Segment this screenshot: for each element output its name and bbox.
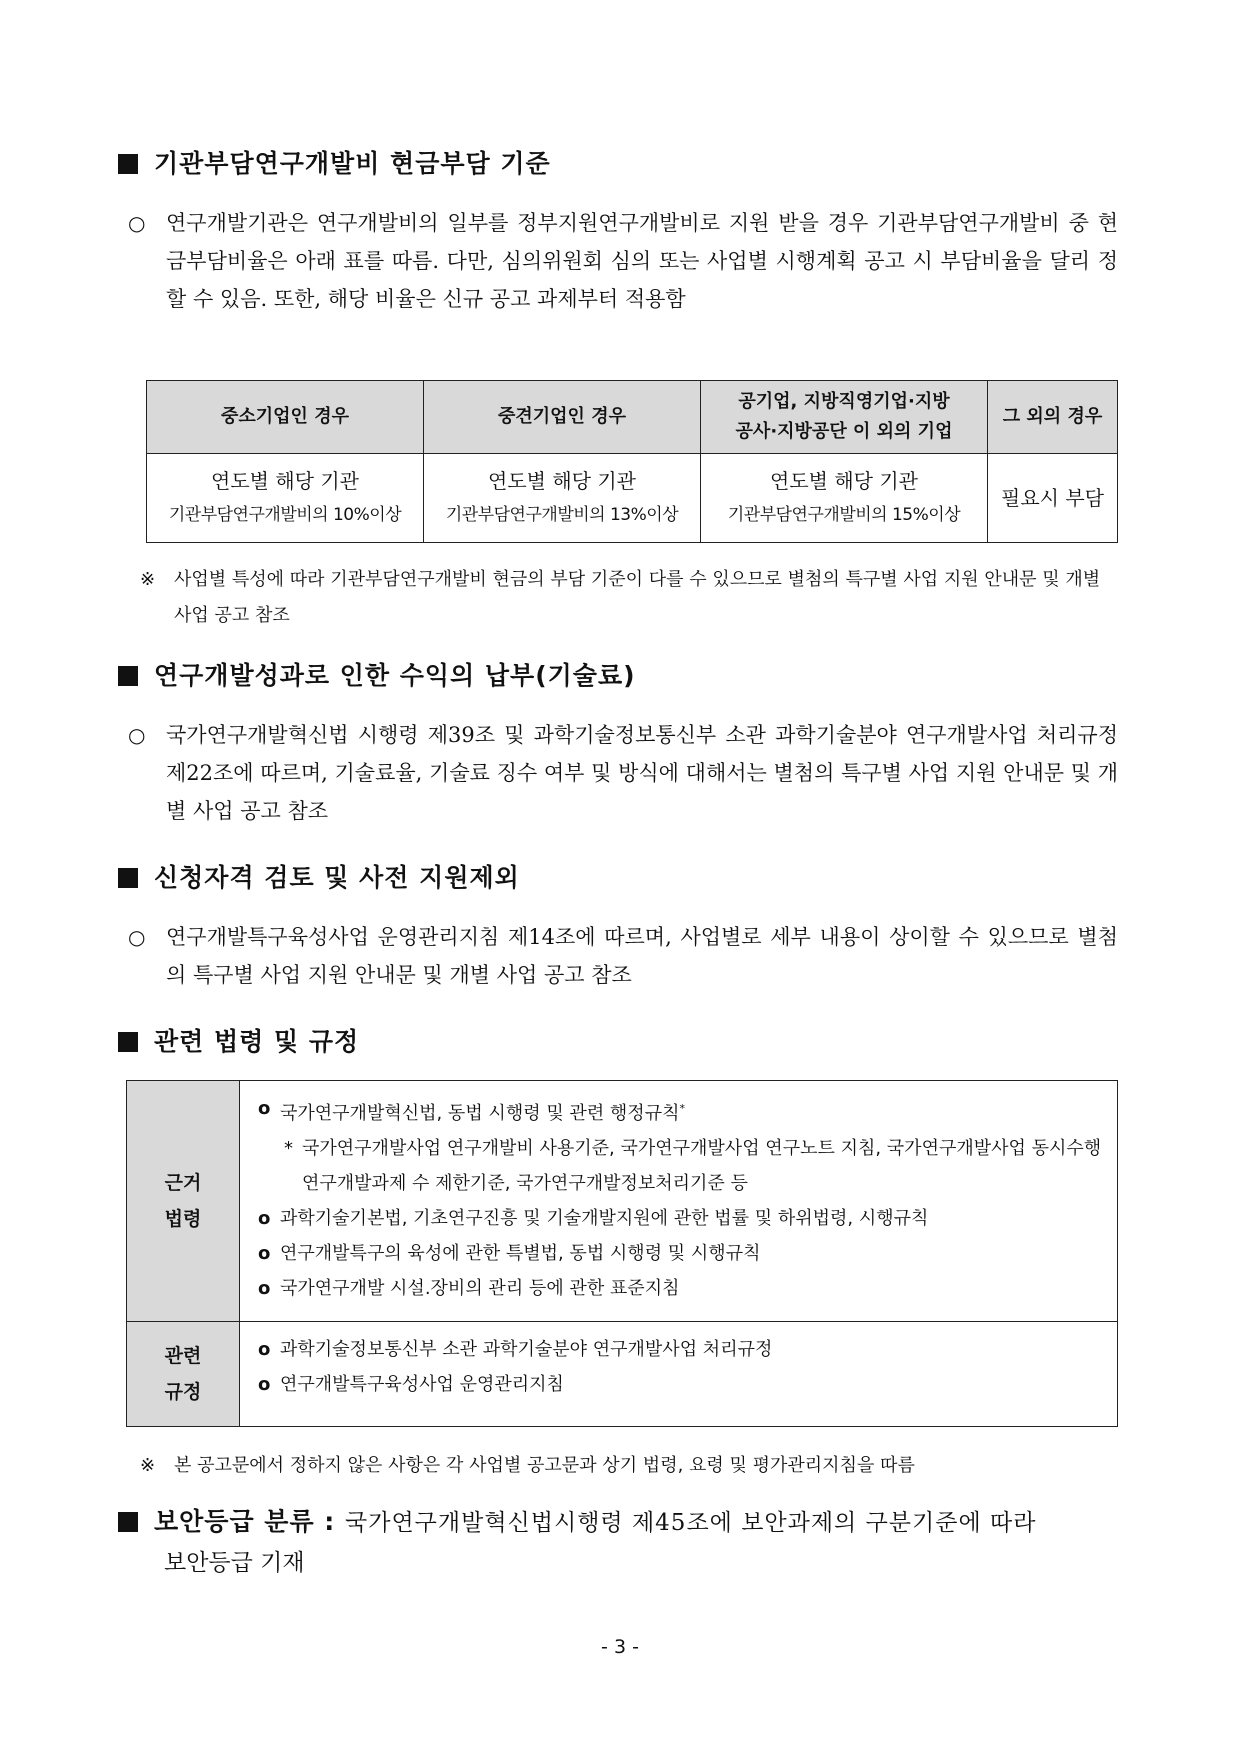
label-regulations: 관련 규정 xyxy=(127,1322,240,1427)
cell-other: 필요시 부담 xyxy=(988,454,1118,543)
header-sme: 중소기업인 경우 xyxy=(147,381,424,454)
paragraph-royalty: ○ 국가연구개발혁신법 시행령 제39조 및 과학기술정보통신부 소관 과학기술분야 연구개발사업 처리규정 제22조에 따르며, 기술료율, 기술료 징수 여부 및 방식에 대해서는 별첨의 특구별 사업 지원 안내문 및 개별 사업 공고 참조 xyxy=(128,716,1118,830)
circle-bullet-icon: ○ xyxy=(128,211,146,235)
cell-sme: 연도별 해당 기관 기관부담연구개발비의 10%이상 xyxy=(147,454,424,543)
square-bullet-icon xyxy=(118,1032,138,1052)
page-number: - 3 - xyxy=(601,1636,639,1658)
header-public: 공기업, 지방직영기업·지방 공사·지방공단 이 외의 기업 xyxy=(701,381,988,454)
header-midsize: 중견기업인 경우 xyxy=(424,381,701,454)
table-row xyxy=(147,454,1118,543)
section-heading-eligibility: 신청자격 검토 및 사전 지원제외 xyxy=(118,858,520,894)
header-other: 그 외의 경우 xyxy=(988,381,1118,454)
table-row-basis-laws xyxy=(127,1081,1118,1322)
reference-mark-icon: ※ xyxy=(140,1455,156,1476)
security-line2: 보안등급 기재 xyxy=(164,1550,305,1576)
content-basis-laws xyxy=(240,1081,1118,1322)
circle-bullet-icon: ○ xyxy=(128,925,146,949)
note-laws: ※ 본 공고문에서 정하지 않은 사항은 각 사업별 공고문과 상기 법령, 요령 및 평가관리지침을 따름 xyxy=(140,1448,1120,1484)
section-heading-cash-burden: 기관부담연구개발비 현금부담 기준 xyxy=(118,144,551,180)
square-bullet-icon xyxy=(118,154,138,174)
table-header-row xyxy=(147,381,1118,454)
square-bullet-icon xyxy=(118,666,138,686)
list-item: o 과학기술정보통신부 소관 과학기술분야 연구개발사업 처리규정 xyxy=(258,1339,773,1360)
circle-bullet-icon: ○ xyxy=(128,723,146,747)
paragraph-cash-burden: ○ 연구개발기관은 연구개발비의 일부를 정부지원연구개발비로 지원 받을 경우 기관부담연구개발비 중 현금부담비율은 아래 표를 따름. 다만, 심의위원회 심의 또는 사업별 시행계획 공고 시 부담비율을 달리 정할 수 있음. 또한, 해당 비율은 신규 공고 과제부터 적용함 xyxy=(128,204,1118,318)
paragraph-eligibility: ○ 연구개발특구육성사업 운영관리지침 제14조에 따르며, 사업별로 세부 내용이 상이할 수 있으므로 별첨의 특구별 사업 지원 안내문 및 개별 사업 공고 참조 xyxy=(128,918,1118,994)
square-bullet-icon xyxy=(118,868,138,888)
list-item: o 과학기술기본법, 기초연구진흥 및 기술개발지원에 관한 법률 및 하위법령, 시행규칙 xyxy=(258,1208,929,1229)
square-bullet-icon xyxy=(118,1512,138,1532)
section-heading-royalty: 연구개발성과로 인한 수익의 납부(기술료) xyxy=(118,656,636,692)
content-regulations xyxy=(240,1322,1118,1427)
laws-table xyxy=(126,1080,1118,1427)
list-subitem: * 국가연구개발사업 연구개발비 사용기준, 국가연구개발사업 연구노트 지침, 국가연구개발사업 동시수행 연구개발과제 수 제한기준, 국가연구개발정보처리기준 등 xyxy=(284,1138,1102,1194)
table-row-regulations xyxy=(127,1322,1118,1427)
list-item: o 국가연구개발 시설.장비의 관리 등에 관한 표준지침 xyxy=(258,1278,680,1299)
cell-midsize: 연도별 해당 기관 기관부담연구개발비의 13%이상 xyxy=(424,454,701,543)
label-basis-laws: 근거 법령 xyxy=(127,1081,240,1322)
cash-burden-table xyxy=(146,380,1118,543)
section-heading-security: 보안등급 분류 : 국가연구개발혁신법시행령 제45조에 보안과제의 구분기준에 따라 xyxy=(118,1502,1036,1538)
reference-mark-icon: ※ xyxy=(140,569,156,590)
note-cash-burden: ※ 사업별 특성에 따라 기관부담연구개발비 현금의 부담 기준이 다를 수 있으므로 별첨의 특구별 사업 지원 안내문 및 개별 사업 공고 참조 xyxy=(140,562,1120,634)
cell-public: 연도별 해당 기관 기관부담연구개발비의 15%이상 xyxy=(701,454,988,543)
section-heading-laws: 관련 법령 및 규정 xyxy=(118,1022,359,1058)
list-item: o 연구개발특구육성사업 운영관리지침 xyxy=(258,1374,564,1395)
list-item: o 국가연구개발혁신법, 동법 시행령 및 관련 행정규칙* xyxy=(258,1098,685,1124)
list-item: o 연구개발특구의 육성에 관한 특별법, 동법 시행령 및 시행규칙 xyxy=(258,1243,761,1264)
